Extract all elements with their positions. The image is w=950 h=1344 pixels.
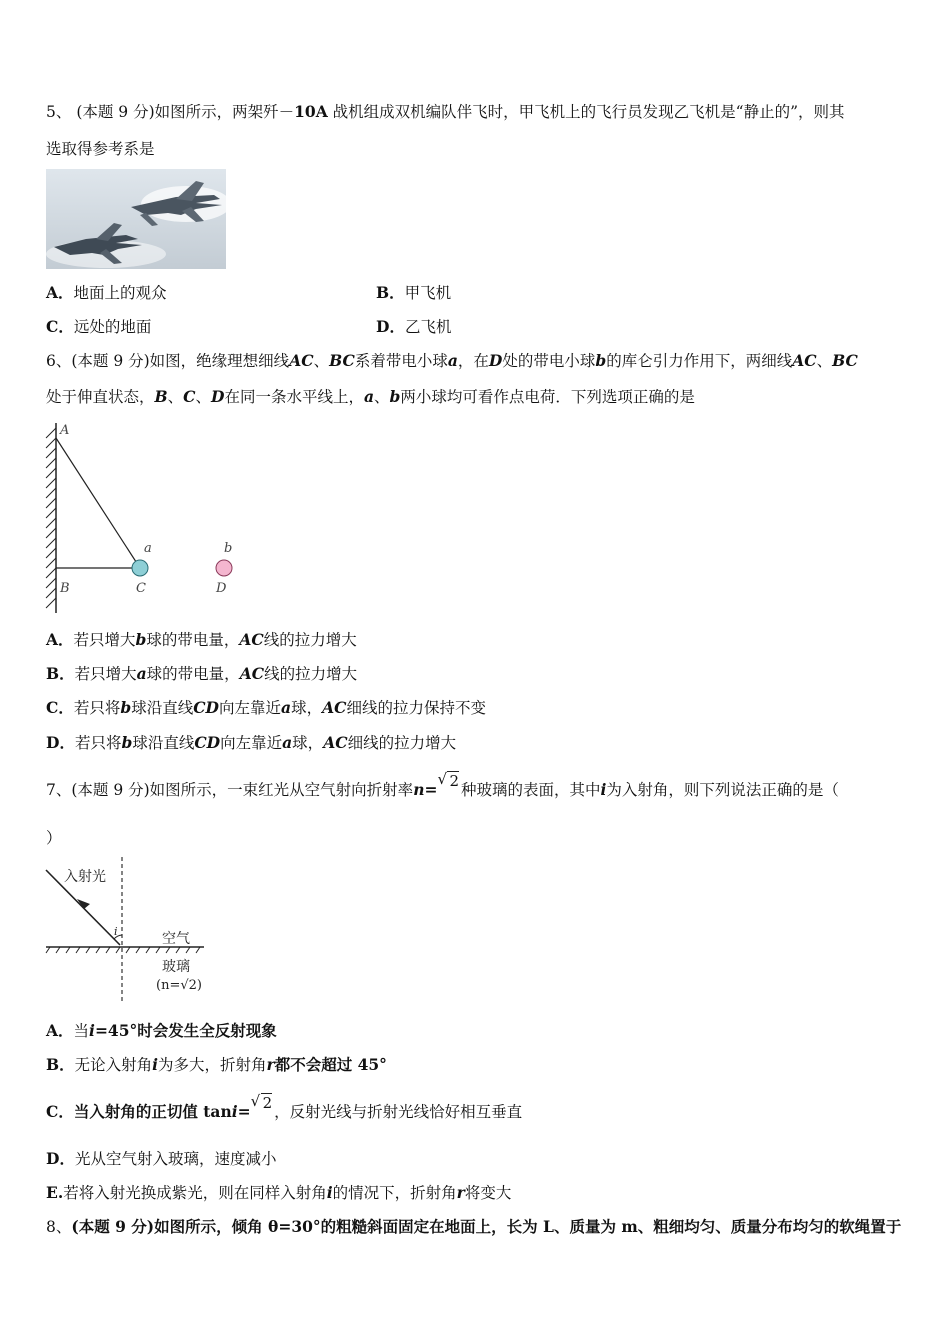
q7-text: 为入射角，则下列说法正确的是（ xyxy=(606,781,839,799)
refraction-diagram xyxy=(44,855,214,1005)
q6-var: b xyxy=(595,351,607,370)
incident-light-label: 入射光 xyxy=(64,869,106,885)
q5-option-a-letter: A． xyxy=(46,283,74,302)
q7-option-text: 光从空气射入玻璃，速度减小 xyxy=(74,1150,277,1168)
q6-text: 处的带电小球 xyxy=(502,352,596,370)
q6-var: D xyxy=(488,351,503,370)
label-D: D xyxy=(216,581,227,596)
q7-option-text: 的情况下，折射角 xyxy=(332,1184,457,1202)
q7-option-var: r xyxy=(456,1183,465,1202)
q7-option-var: r xyxy=(266,1055,275,1074)
q6-option-text: 细线的拉力增大 xyxy=(347,734,457,752)
q7-line2: ） xyxy=(46,829,62,847)
q5-text-pre: (本题 9 分)如图所示，两架歼－ xyxy=(76,103,295,121)
q6-option-letter: C． xyxy=(46,698,74,717)
q5-option-b-letter: B． xyxy=(376,283,405,302)
q6-text: 的库仑引力作用下，两细线 xyxy=(606,352,793,370)
q6-number: 6、 xyxy=(46,352,72,370)
q6-var: BC xyxy=(832,351,858,370)
q6-option-var: AC xyxy=(239,664,265,683)
q6-option-var: a xyxy=(281,698,292,717)
q6-var: AC xyxy=(792,351,817,370)
q6-text: 处于伸直状态， xyxy=(46,388,155,406)
q7-option-var: i xyxy=(231,1102,238,1121)
q6-option-var: a xyxy=(282,733,293,752)
q6-option-text: 线的拉力增大 xyxy=(263,631,357,649)
q6-var: a xyxy=(363,387,375,406)
q7-option-text: 若将入射光换成紫光，则在同样入射角 xyxy=(63,1184,327,1202)
q6-var: a xyxy=(447,351,458,370)
q5-jet-figure xyxy=(46,169,226,269)
q7-var: n= xyxy=(413,780,438,799)
q6-var: b xyxy=(389,387,401,406)
q6-option-var: b xyxy=(121,733,133,752)
q7-text: 种玻璃的表面，其中 xyxy=(461,781,601,799)
q6-option-letter: D． xyxy=(46,733,75,752)
q7-option-d[interactable] xyxy=(46,1149,276,1169)
q6-line2 xyxy=(46,387,695,407)
q7-number: 7、 xyxy=(46,781,72,799)
q5-option-c[interactable] xyxy=(46,317,151,337)
q6-option-text: 球沿直线 xyxy=(132,734,195,752)
q7-option-text: 当 xyxy=(73,1022,90,1040)
q6-option-var: a xyxy=(136,664,147,683)
label-a: a xyxy=(144,541,152,556)
q6-option-text: 球的带电量， xyxy=(146,631,240,649)
q7-option-letter: E. xyxy=(46,1183,64,1202)
q7-option-var: i xyxy=(326,1183,333,1202)
q7-var: i xyxy=(600,780,607,799)
q5-option-a-text: 地面上的观众 xyxy=(73,284,167,302)
q7-sqrt: √ 2 xyxy=(437,770,459,790)
glass-label: 玻璃 xyxy=(162,959,190,975)
q6-var: C xyxy=(183,387,196,406)
q7-option-text: ，反射光线与折射光线恰好相互垂直 xyxy=(274,1103,523,1121)
q5-number: 5、 xyxy=(46,103,72,121)
q6-sep: 、 xyxy=(167,388,184,406)
q5-text-post: 战机组成双机编队伴飞时，甲飞机上的飞行员发现乙飞机是“静止的”，则其 xyxy=(327,103,845,121)
label-b: b xyxy=(224,541,233,556)
q5-option-b[interactable] xyxy=(376,283,451,303)
q7-option-var: i xyxy=(152,1055,159,1074)
q6-option-d[interactable] xyxy=(46,733,456,753)
q6-option-letter: A． xyxy=(46,630,74,649)
q6-option-b[interactable] xyxy=(46,664,357,684)
q7-sqrt-value: 2 xyxy=(449,772,459,790)
q7-option-e[interactable] xyxy=(46,1183,511,1203)
q6-option-a[interactable] xyxy=(46,630,357,650)
q6-var: B xyxy=(154,387,168,406)
q7-option-letter: A． xyxy=(46,1021,74,1040)
q6-option-var: AC xyxy=(323,733,348,752)
q6-text: 在同一条水平线上， xyxy=(224,388,364,406)
charged-ball-diagram xyxy=(40,418,250,618)
q5-model: 10A xyxy=(294,102,328,121)
q5-option-a[interactable] xyxy=(46,283,167,303)
q6-sep: 、 xyxy=(816,352,833,370)
q7-option-text: =45°时会发生全反射现象 xyxy=(94,1021,277,1040)
q6-option-var: b xyxy=(120,698,132,717)
q6-option-text: 若只将 xyxy=(73,699,121,717)
q7-option-text: 当入射角的正切值 tan xyxy=(73,1102,232,1121)
q7-option-b[interactable] xyxy=(46,1055,387,1075)
angle-i-label: i xyxy=(114,925,118,938)
q6-option-text: 若只将 xyxy=(74,734,122,752)
q8-line1 xyxy=(46,1217,901,1237)
q7-option-c-sqrt: √ 2 xyxy=(250,1092,273,1112)
q5-option-d-letter: D． xyxy=(376,317,405,336)
q7-option-c-sqrt-value: 2 xyxy=(262,1094,273,1112)
q7-figure xyxy=(44,855,214,1005)
q6-option-text: 向左靠近 xyxy=(220,734,283,752)
q6-sep: 、 xyxy=(313,352,330,370)
q6-text: (本题 9 分)如图，绝缘理想细线 xyxy=(71,352,290,370)
ball-b xyxy=(216,560,232,576)
q6-option-text: 若只增大 xyxy=(73,631,136,649)
q6-line1 xyxy=(46,351,858,371)
index-label: (n=√2) xyxy=(156,978,202,993)
q6-option-text: 若只增大 xyxy=(74,665,137,683)
q6-option-text: 球， xyxy=(292,734,324,752)
q6-option-text: 球沿直线 xyxy=(131,699,194,717)
q6-var: AC xyxy=(289,351,314,370)
q6-option-var: AC xyxy=(239,630,264,649)
q6-text: 系着带电小球 xyxy=(354,352,448,370)
q8-text: (本题 9 分)如图所示，倾角 θ=30°的粗糙斜面固定在地面上，长为 L、质量为 m、粗细均匀、质量分布均匀的软绳置于 xyxy=(71,1217,902,1236)
q6-option-text: 球， xyxy=(291,699,323,717)
ball-a xyxy=(132,560,148,576)
label-A: A xyxy=(60,423,70,438)
q7-option-letter: B． xyxy=(46,1055,75,1074)
q7-option-text: = xyxy=(237,1102,251,1121)
q7-option-text: 无论入射角 xyxy=(74,1056,153,1074)
q6-text: 两小球均可看作点电荷．下列选项正确的是 xyxy=(400,388,695,406)
q5-option-b-text: 甲飞机 xyxy=(404,284,452,302)
q5-option-d[interactable] xyxy=(376,317,451,337)
q6-option-text: 细线的拉力保持不变 xyxy=(346,699,486,717)
q6-var: D xyxy=(211,387,225,406)
q7-option-var: i xyxy=(89,1021,95,1040)
q6-sep: 、 xyxy=(195,388,211,406)
q6-option-var: CD xyxy=(194,733,221,752)
q7-text: (本题 9 分)如图所示，一束红光从空气射向折射率 xyxy=(71,781,414,799)
q5-line1 xyxy=(46,102,845,122)
q6-var: BC xyxy=(329,351,355,370)
q7-option-text: 将变大 xyxy=(464,1184,512,1202)
q5-option-c-text: 远处的地面 xyxy=(73,318,152,336)
q7-option-c[interactable] xyxy=(46,1092,523,1122)
air-label: 空气 xyxy=(162,931,190,947)
q7-option-letter: C． xyxy=(46,1102,74,1121)
q6-option-letter: B． xyxy=(46,664,75,683)
q6-figure xyxy=(40,418,250,618)
q5-line2: 选取得参考系是 xyxy=(46,140,155,158)
q5-option-c-letter: C． xyxy=(46,317,74,336)
q6-option-var: CD xyxy=(193,698,219,717)
q5-option-d-text: 乙飞机 xyxy=(404,318,452,336)
q7-line1 xyxy=(46,770,839,800)
q7-option-text: 都不会超过 45° xyxy=(274,1055,387,1074)
q6-option-text: 向左靠近 xyxy=(219,699,282,717)
q8-number: 8、 xyxy=(46,1218,72,1236)
q7-option-letter: D． xyxy=(46,1149,75,1168)
label-C: C xyxy=(136,581,146,596)
q7-option-a[interactable] xyxy=(46,1021,277,1041)
label-B: B xyxy=(60,581,70,596)
q6-option-text: 线的拉力增大 xyxy=(264,665,358,683)
q6-text: ，在 xyxy=(457,352,489,370)
q6-option-var: AC xyxy=(322,698,347,717)
q6-option-text: 球的带电量， xyxy=(146,665,240,683)
q6-option-var: b xyxy=(135,630,147,649)
q7-option-text: 为多大，折射角 xyxy=(158,1056,267,1074)
q6-option-c[interactable] xyxy=(46,698,486,718)
fighter-jets-image xyxy=(46,169,226,269)
q6-sep: 、 xyxy=(374,388,390,406)
